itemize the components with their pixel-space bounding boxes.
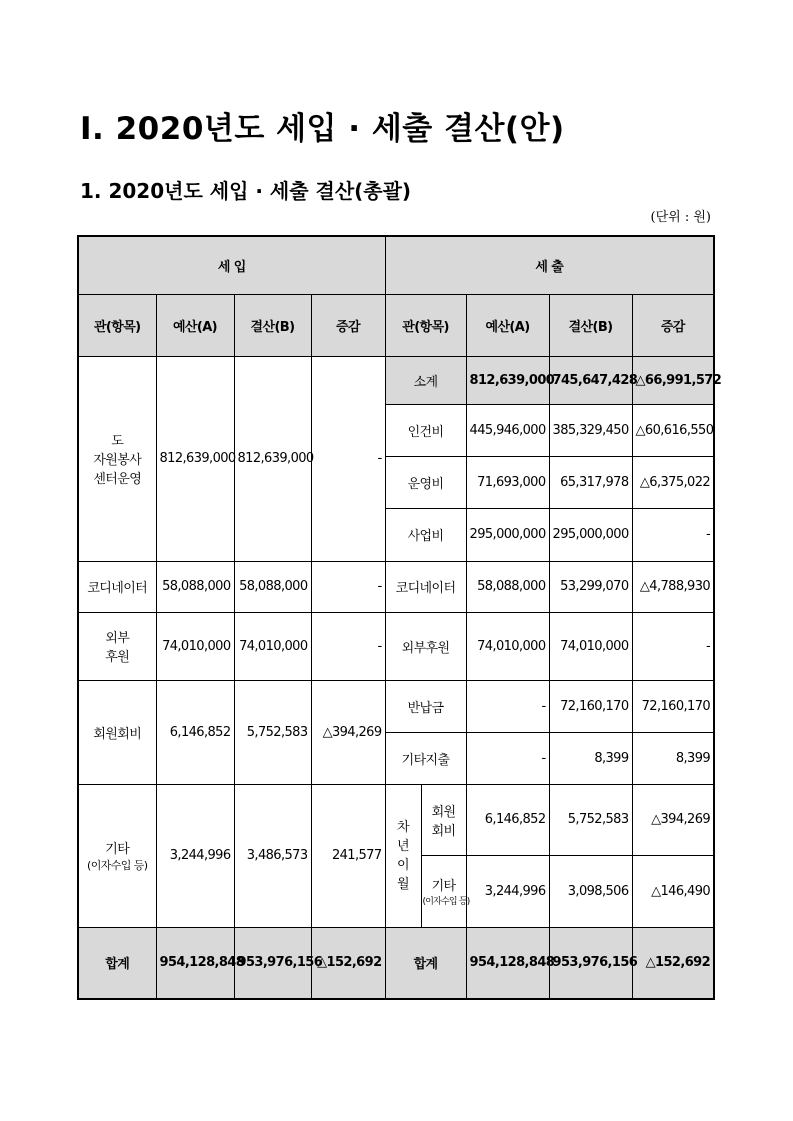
col-header-diff: 증감 — [632, 294, 714, 356]
total-expense-budget: 954,128,848 — [466, 927, 549, 999]
total-expense-actual: 953,976,156 — [549, 927, 632, 999]
expense-item-name: 기타 (이자수입 등) — [421, 855, 466, 927]
expense-actual: 3,098,506 — [549, 855, 632, 927]
expense-diff: △4,788,930 — [632, 561, 714, 612]
revenue-header: 세 입 — [78, 236, 385, 294]
expense-item-name: 소계 — [385, 356, 466, 404]
settlement-table — [77, 235, 722, 1000]
expense-budget: 3,244,996 — [466, 855, 549, 927]
revenue-actual: 74,010,000 — [234, 612, 311, 680]
section-header-row — [78, 236, 714, 294]
total-revenue-budget: 954,128,848 — [156, 927, 234, 999]
expense-actual: 745,647,428 — [549, 356, 632, 404]
col-header-actual: 결산(B) — [234, 294, 311, 356]
expense-item-name: 코디네이터 — [385, 561, 466, 612]
expense-actual: 74,010,000 — [549, 612, 632, 680]
total-expense-diff: △152,692 — [632, 927, 714, 999]
page-title: Ⅰ. 2020년도 세입 · 세출 결산(안) — [80, 111, 565, 147]
expense-budget: 295,000,000 — [466, 508, 549, 561]
revenue-diff: △394,269 — [311, 680, 385, 784]
expense-item-name: 사업비 — [385, 508, 466, 561]
expense-item-name: 기타지출 — [385, 732, 466, 784]
col-header-actual: 결산(B) — [549, 294, 632, 356]
expense-diff: △66,991,572 — [632, 356, 714, 404]
revenue-budget: 812,639,000 — [156, 356, 234, 561]
expense-diff: △6,375,022 — [632, 456, 714, 508]
revenue-budget: 58,088,000 — [156, 561, 234, 612]
total-row — [78, 927, 714, 999]
revenue-budget: 6,146,852 — [156, 680, 234, 784]
table-row — [78, 680, 714, 732]
expense-item-name: 반납금 — [385, 680, 466, 732]
revenue-actual: 812,639,000 — [234, 356, 311, 561]
revenue-budget: 3,244,996 — [156, 784, 234, 927]
total-revenue-actual: 953,976,156 — [234, 927, 311, 999]
column-header-row — [78, 294, 714, 356]
expense-actual: 53,299,070 — [549, 561, 632, 612]
expense-diff: △146,490 — [632, 855, 714, 927]
expense-actual: 5,752,583 — [549, 784, 632, 855]
table-row — [78, 612, 714, 680]
expense-diff: 8,399 — [632, 732, 714, 784]
expense-diff: - — [632, 508, 714, 561]
expense-diff: △394,269 — [632, 784, 714, 855]
col-header-diff: 증감 — [311, 294, 385, 356]
total-revenue-diff: △152,692 — [311, 927, 385, 999]
expense-diff: △60,616,550 — [632, 404, 714, 456]
col-header-item: 관(항목) — [78, 294, 156, 356]
table-row — [78, 356, 714, 404]
expense-item-name: 운영비 — [385, 456, 466, 508]
revenue-diff: 241,577 — [311, 784, 385, 927]
table-row — [78, 561, 714, 612]
expense-item-name: 인건비 — [385, 404, 466, 456]
revenue-actual: 5,752,583 — [234, 680, 311, 784]
total-label: 합계 — [78, 927, 156, 999]
expense-actual: 295,000,000 — [549, 508, 632, 561]
expense-diff: - — [632, 612, 714, 680]
expense-budget: 445,946,000 — [466, 404, 549, 456]
expense-actual: 65,317,978 — [549, 456, 632, 508]
expense-item-name: 외부후원 — [385, 612, 466, 680]
expense-budget: 71,693,000 — [466, 456, 549, 508]
expense-header: 세 출 — [385, 236, 714, 294]
expense-budget: - — [466, 732, 549, 784]
revenue-item-name: 외부 후원 — [78, 612, 156, 680]
revenue-diff: - — [311, 561, 385, 612]
expense-actual: 385,329,450 — [549, 404, 632, 456]
unit-label: (단위 : 원) — [650, 210, 711, 225]
expense-budget: 812,639,000 — [466, 356, 549, 404]
carryover-group-label: 차 년 이 월 — [385, 784, 421, 927]
section-title: 1. 2020년도 세입 · 세출 결산(총괄) — [80, 179, 412, 203]
col-header-budget: 예산(A) — [466, 294, 549, 356]
expense-budget: 74,010,000 — [466, 612, 549, 680]
expense-diff: 72,160,170 — [632, 680, 714, 732]
expense-budget: 58,088,000 — [466, 561, 549, 612]
revenue-actual: 58,088,000 — [234, 561, 311, 612]
revenue-item-name: 도 자원봉사 센터운영 — [78, 356, 156, 561]
revenue-item-name: 기타 (이자수입 등) — [78, 784, 156, 927]
expense-budget: - — [466, 680, 549, 732]
col-header-budget: 예산(A) — [156, 294, 234, 356]
expense-budget: 6,146,852 — [466, 784, 549, 855]
table-row — [78, 784, 714, 855]
revenue-diff: - — [311, 612, 385, 680]
expense-item-name: 회원 회비 — [421, 784, 466, 855]
revenue-budget: 74,010,000 — [156, 612, 234, 680]
revenue-actual: 3,486,573 — [234, 784, 311, 927]
revenue-item-name: 회원회비 — [78, 680, 156, 784]
expense-actual: 8,399 — [549, 732, 632, 784]
expense-actual: 72,160,170 — [549, 680, 632, 732]
col-header-item: 관(항목) — [385, 294, 466, 356]
total-label: 합계 — [385, 927, 466, 999]
revenue-item-name: 코디네이터 — [78, 561, 156, 612]
revenue-diff: - — [311, 356, 385, 561]
